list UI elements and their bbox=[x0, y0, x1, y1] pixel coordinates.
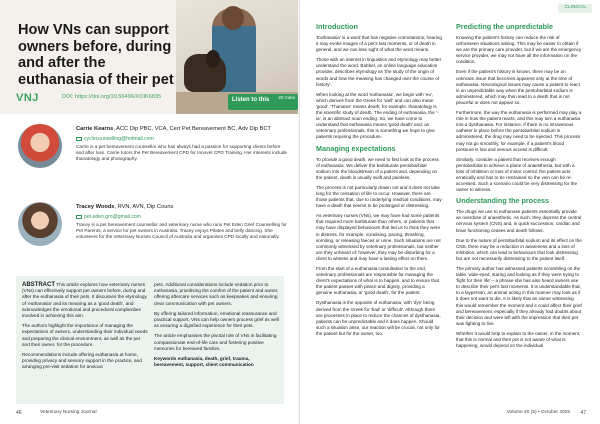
article-header bbox=[0, 0, 300, 114]
body-paragraph: Similarly, consider a patient that receives enough pentobarbital to achieve a plane of anaesthesia, but with a loss of inhibition or loss of motor control; the patient acts erratically and has to be restrained so the vein can be re-accessed. Such a scenario could be very distressing for the owner to witness. bbox=[456, 156, 578, 193]
abstract-paragraph: The article emphasises the pivotal role of VNs in facilitating compassionate end-of-life care and fostering positive memories for bereaved families. bbox=[154, 333, 277, 351]
section-heading: Predicting the unpredictable bbox=[456, 22, 554, 31]
journal-name: Veterinary Nursing Journal bbox=[40, 410, 97, 415]
abstract-paragraph: The authors highlight the importance of managing the expectations of owners, understanding their individual needs and preparing the clinical environment, as well as the pet and their owner, for the procedure. bbox=[22, 323, 148, 347]
body-paragraph: Knowing the patient's history can reduce the risk of unforeseen situations arising. This may be easier to obtain if we are the primary care provider, but if we are the emergency service provider, we may not have all the information on the condition. bbox=[456, 35, 582, 65]
doi-link[interactable]: DOI: https://doi.org/10.56496/XOIK6835 bbox=[62, 94, 162, 100]
abstract-heading: ABSTRACT bbox=[22, 282, 55, 288]
body-paragraph: To provide a good death, we need to first look at the process of euthanasia. We deliver the barbiturate pentobarbital sodium into the bloodstream of a patient and, depending on the patient, death is usually swift and painless. bbox=[316, 156, 439, 180]
right-page bbox=[300, 0, 600, 424]
author-block bbox=[0, 118, 300, 194]
author-photo bbox=[18, 124, 62, 168]
author-email[interactable]: pet.eden.grn@gmail.com bbox=[76, 214, 141, 220]
abstract-column bbox=[22, 282, 148, 375]
author-email[interactable]: cyclecounselling@hotmail.com bbox=[76, 136, 154, 142]
author-bio: Tracey is a pet bereavement counsellor and veterinary nurse who runs Pet Eden Grief Counselling for Pet Parents, a service for pet owners in Australia. Tracey enjoys Pilates and belly dancing. She volunteers for the Veterinary Nurses Council of Australia and organises CPD locally and nationally. bbox=[76, 222, 287, 240]
text-column bbox=[316, 22, 442, 341]
abstract-column bbox=[154, 282, 280, 372]
body-paragraph: The drugs we use to euthanase patients essentially provide an overdose of anaesthetic. As such, they depress the central nervous system (CNS) and, in quick succession, cardiac and brain functioning ceases and death follows. bbox=[456, 209, 582, 233]
body-paragraph: The primary author has witnessed patients scrambling on the table, wide-eyed, staring and looking as if they were trying to 'fight for their life' – a phrase she has also heard owners use to describe their pet's last moments. It is understandable that, to a layperson, an animal acting in this manner may look as if it does not want to die. It is likely that an owner witnessing this would remember the moment and it could affect their grief and bereavement, especially if they already had doubts about their decision and were left with the impression that their pet was fighting to live. bbox=[456, 266, 582, 326]
section-heading: Introduction bbox=[316, 22, 358, 31]
body-paragraph: Dysthanasia is the opposite of euthanasia, with 'dys' being derived from the Greek for 'bad' or 'difficult'. Although there are processes in place to reduce the chances of dysthanasia, patients can be unpredictable and it does happen. Should such a situation arise, our reaction will be crucial, not only for the patient but for the owner, too. bbox=[316, 300, 441, 336]
body-paragraph: When looking at the word 'euthanasia', we begin with 'eu', which derives from the Greek for 'well' and can also mean 'good'. 'Thanatos' means death; for example, thanatology is the scientific study of death. The ending of euthanasia, the '-ia', is an abstract noun ending. So, we have come to understand that euthanasia means 'good death' and, as veterinary professionals, this is something we hope to give patients requiring the procedure. bbox=[316, 91, 439, 140]
body-paragraph: As veterinary nurses (VNs), we may have had some patients that required more barbiturate than others, or patients that may have displayed behaviours that led us to think they were in distress, for example, vocalising, pacing, thrashing, vomiting, or releasing faeces or urine. Such situations are not commonly witnessed by veterinary professionals, but neither are they unheard of; however, they may be disturbing for a client to witness and may have a lasting effect on them. bbox=[316, 213, 441, 261]
journal-issue: Volume 40 (5) • October 2025 bbox=[506, 410, 570, 415]
section-tag: CLINICAL bbox=[558, 4, 592, 13]
listen-duration: 20 mins bbox=[278, 96, 295, 101]
vnj-logo: VNJ bbox=[16, 92, 39, 104]
body-paragraph: Whether it would help to explain to the owner, in the moment, that this is normal and their pet is not aware of what is happening, would depend on the individual bbox=[456, 330, 581, 349]
abstract-paragraph: ABSTRACT This article explores how veterinary nurses (VNs) can effectively support pet owners before, during and after the euthanasia of their pets. It discusses the etymology of 'euthanasia' and its meaning as a 'good death', and acknowledges the emotional and procedural complexities involved in achieving this aim. bbox=[22, 282, 147, 319]
author-name: Carrie Kearns, ACC Dip PBC, VCA, Cert Pet Bereavement BC, Adv Dip BCT bbox=[76, 126, 272, 132]
listen-button[interactable] bbox=[228, 94, 298, 110]
author-name: Tracey Woods, RVN, AVN, Dip Couns bbox=[76, 204, 174, 210]
mail-icon bbox=[76, 215, 82, 219]
author-block bbox=[0, 196, 300, 270]
body-paragraph: Even if the patient's history is known, there may be an unknown issue that becomes apparent only at the time of euthanasia. Neurological issues may cause a patient to react in an unpredictable way when the pentobarbital sodium is administered, which may then lead to a death that is not peaceful or does not appear so. bbox=[456, 69, 580, 105]
abstract-paragraph: Recommendations include offering euthanasia at home, providing privacy and sensory support in the practice, and arranging pre-visit sedation for anxious bbox=[22, 352, 142, 370]
article-title: How VNs can support owners before, during and after the euthanasia of their pet bbox=[18, 22, 174, 88]
page-number: 47 bbox=[580, 410, 586, 416]
author-bio: Carrie is a pet bereavement counsellor who has always had a passion for supporting clients before and after loss. Carrie tutors the Pet Bereavement CPD for Innovet CPD Training. Her interests include thanatology and photography. bbox=[76, 144, 288, 162]
page-number: 46 bbox=[16, 410, 22, 416]
photo-person-head bbox=[222, 6, 244, 30]
listen-label: Listen to this bbox=[232, 97, 270, 103]
body-paragraph: Due to the nature of pentobarbital sodium and its effect on the CNS, there may be a reduction in awareness and a loss of inhibition, which can lead to behaviours that look distressing but are not necessarily distressing to the patient itself. bbox=[456, 237, 582, 261]
photo-dog-ear bbox=[206, 50, 220, 68]
body-paragraph: From the start of a euthanasia consultation to the end, veterinary professionals are responsible for managing the client's expectations of what is to happen, and to ensure that the patient passes with peace and dignity, providing a genuine euthanasia, or 'good death', for the patient. bbox=[316, 266, 439, 296]
author-photo bbox=[18, 202, 62, 246]
body-paragraph: Those with an interest in linguistics and etymology may better understand the word. Babbel, an online language education provider, describes etymology as 'the study of the origin of words and how the meaning has changed over the course of history'. bbox=[316, 57, 442, 87]
keywords: Keywords euthanasia, death, grief, trauma, bereavement, support, client communication bbox=[154, 356, 254, 368]
body-paragraph: 'Euthanasia' is a word that has negative connotations; hearing it may evoke images of a pet's last moments, or of death in general, and we can lose sight of what the word means. bbox=[316, 35, 442, 53]
mail-icon bbox=[76, 137, 82, 141]
body-paragraph: Furthermore, the way the euthanasia is performed may play a role in how the patient reacts, and this may turn a euthanasia into a dysthanasia. For instance, if there is no intravenous catheter in place before the pentobarbital sodium is administered, the drug may need to be injected. This process may not go smoothly, for example, if a patient's blood pressure is low and venous access is difficult. bbox=[456, 110, 582, 152]
body-paragraph: The process is not particularly drawn out and it does not take long for the cessation of life to occur. However, there are those patients that, due to underlying medical conditions, may have a death that seems to be prolonged or distressing. bbox=[316, 184, 442, 209]
abstract-box bbox=[16, 276, 284, 404]
abstract-paragraph: By offering tailored information, emotional reassurance and practical support, VNs can help owners process grief as well as ensuring a dignified experience for their pets. bbox=[154, 310, 280, 329]
section-heading: Understanding the process bbox=[456, 196, 550, 206]
text-column bbox=[456, 22, 582, 353]
section-heading: Managing expectations bbox=[316, 143, 396, 153]
abstract-paragraph: pets. Additional considerations include sedation prior to euthanasia, prioritising the comfort of the patient and owner, offering aftercare services such as keepsakes and ensuring clear communication with pet owners. bbox=[154, 282, 279, 306]
